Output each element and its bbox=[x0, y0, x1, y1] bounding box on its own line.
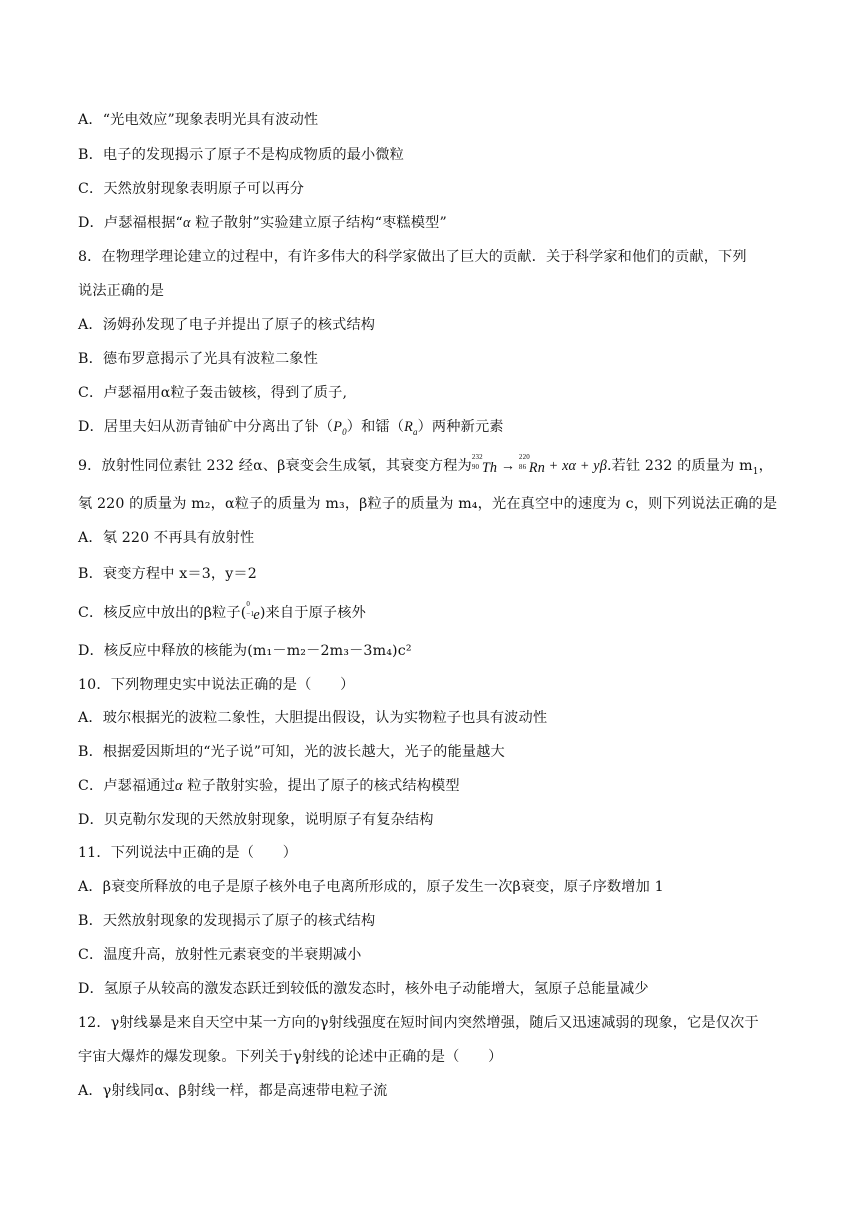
q12-option-a: A．γ射线同α、β射线一样，都是高速带电粒子流 bbox=[78, 1083, 388, 1099]
electron-mass-number: 0 bbox=[246, 600, 251, 608]
radium-symbol: R bbox=[404, 419, 413, 435]
q10-option-c-text-2: 粒子散射实验，提出了原子的核式结构模型 bbox=[182, 778, 460, 794]
decay-equation bbox=[471, 453, 607, 476]
q11-option-a: A．β衰变所释放的电子是原子核外电子电离所形成的，原子发生一次β衰变，原子序数增加 1 bbox=[78, 879, 664, 895]
q9-option-c bbox=[78, 600, 366, 625]
q8-option-d-text-2: ）和镭（ bbox=[346, 419, 405, 435]
thorium-mass-number: 232 bbox=[471, 453, 483, 461]
q11-option-d: D．氢原子从较高的激发态跃迁到较低的激发态时，核外电子动能增大，氢原子总能量减少 bbox=[78, 981, 649, 997]
equation-rest: + xα + yβ bbox=[544, 458, 607, 474]
q10-option-c-text-1: C．卢瑟福通过 bbox=[78, 778, 176, 794]
electron-charge-number: −1 bbox=[246, 610, 255, 618]
q8-option-c: C．卢瑟福用α粒子轰击铍核，得到了质子, bbox=[78, 385, 348, 401]
q7-option-a: A．“光电效应”现象表明光具有波动性 bbox=[78, 112, 319, 128]
q12-stem-line-2: 宇宙大爆炸的爆发现象。下列关于γ射线的论述中正确的是（ ） bbox=[78, 1049, 503, 1065]
q8-option-b: B．德布罗意揭示了光具有波粒二象性 bbox=[78, 351, 318, 367]
thorium-nuclide bbox=[471, 453, 498, 478]
q7-option-d-text-1: D．卢瑟福根据“ bbox=[78, 215, 183, 231]
radium-subscript: a bbox=[412, 426, 418, 437]
q9-stem-line-2: 氡 220 的质量为 m₂，α粒子的质量为 m₃，β粒子的质量为 m₄，光在真空中的速度为 c，则下列说法正确的是 bbox=[78, 496, 778, 512]
q9-option-c-text-1: C．核反应中放出的β粒子( bbox=[78, 605, 247, 621]
q11-stem: 11．下列说法中正确的是（ ） bbox=[78, 845, 298, 861]
q10-option-c bbox=[78, 776, 460, 796]
q7-option-d bbox=[78, 213, 447, 233]
radon-mass-number: 220 bbox=[518, 453, 530, 461]
thorium-atomic-number: 90 bbox=[471, 463, 480, 471]
radon-nuclide bbox=[518, 453, 545, 478]
q9-option-a: A．氡 220 不再具有放射性 bbox=[78, 530, 255, 546]
q11-option-b: B．天然放射现象的发现揭示了原子的核式结构 bbox=[78, 913, 376, 929]
q8-option-d-text-1: D．居里夫妇从沥青铀矿中分离出了钋（ bbox=[78, 419, 334, 435]
q10-option-a: A．玻尔根据光的波粒二象性，大胆提出假设，认为实物粒子也具有波动性 bbox=[78, 710, 548, 726]
q9-option-b: B．衰变方程中 x＝3，y＝2 bbox=[78, 566, 257, 582]
q9-option-c-text-2: )来自于原子核外 bbox=[259, 605, 366, 621]
q9-stem-text-3: ， bbox=[758, 458, 773, 474]
q10-stem: 10．下列物理史实中说法正确的是（ ） bbox=[78, 677, 355, 693]
q9-stem-line-1 bbox=[78, 453, 773, 478]
q10-option-d: D．贝克勒尔发现的天然放射现象，说明原子有复杂结构 bbox=[78, 812, 434, 828]
radon-symbol: Rn bbox=[528, 460, 545, 476]
electron-nuclide bbox=[246, 600, 260, 625]
q9-option-d: D．核反应中释放的核能为(m₁－m₂－2m₃－3m₄)c² bbox=[78, 643, 412, 659]
electron-symbol: e bbox=[253, 607, 260, 623]
q8-option-d-text-3: ）两种新元素 bbox=[417, 419, 504, 435]
q8-option-d bbox=[78, 417, 504, 437]
m1-subscript: 1 bbox=[752, 466, 759, 477]
q7-option-b: B．电子的发现揭示了原子不是构成物质的最小微粒 bbox=[78, 147, 405, 163]
q7-option-d-text-2: 粒子散射”实验建立原子结构“枣糕模型” bbox=[190, 215, 447, 231]
polonium-subscript: 0 bbox=[342, 426, 347, 437]
q10-option-b: B．根据爱因斯坦的“光子说”可知，光的波长越大，光子的能量越大 bbox=[78, 744, 505, 760]
radon-atomic-number: 86 bbox=[518, 463, 527, 471]
arrow-symbol: → bbox=[500, 458, 516, 474]
thorium-symbol: Th bbox=[481, 460, 498, 476]
q8-option-a: A．汤姆孙发现了电子并提出了原子的核式结构 bbox=[78, 317, 376, 333]
q7-option-c: C．天然放射现象表明原子可以再分 bbox=[78, 181, 305, 197]
q11-option-c: C．温度升高，放射性元素衰变的半衰期减小 bbox=[78, 947, 362, 963]
q12-stem-line-1: 12．γ射线暴是来自天空中某一方向的γ射线强度在短时间内突然增强，随后又迅速减弱的现象，它是仅次于 bbox=[78, 1015, 759, 1031]
alpha-symbol: α bbox=[182, 215, 191, 231]
q8-stem-line-2: 说法正确的是 bbox=[78, 283, 165, 299]
polonium-symbol: P bbox=[333, 419, 343, 435]
q8-stem-line-1: 8．在物理学理论建立的过程中，有许多伟大的科学家做出了巨大的贡献．关于科学家和他们的贡献，下列 bbox=[78, 249, 747, 265]
q9-stem-text-2: .若钍 232 的质量为 m bbox=[606, 458, 753, 474]
q9-stem-text-1: 9．放射性同位素钍 232 经α、β衰变会生成氡，其衰变方程为 bbox=[78, 458, 472, 474]
alpha-symbol: α bbox=[175, 778, 183, 794]
